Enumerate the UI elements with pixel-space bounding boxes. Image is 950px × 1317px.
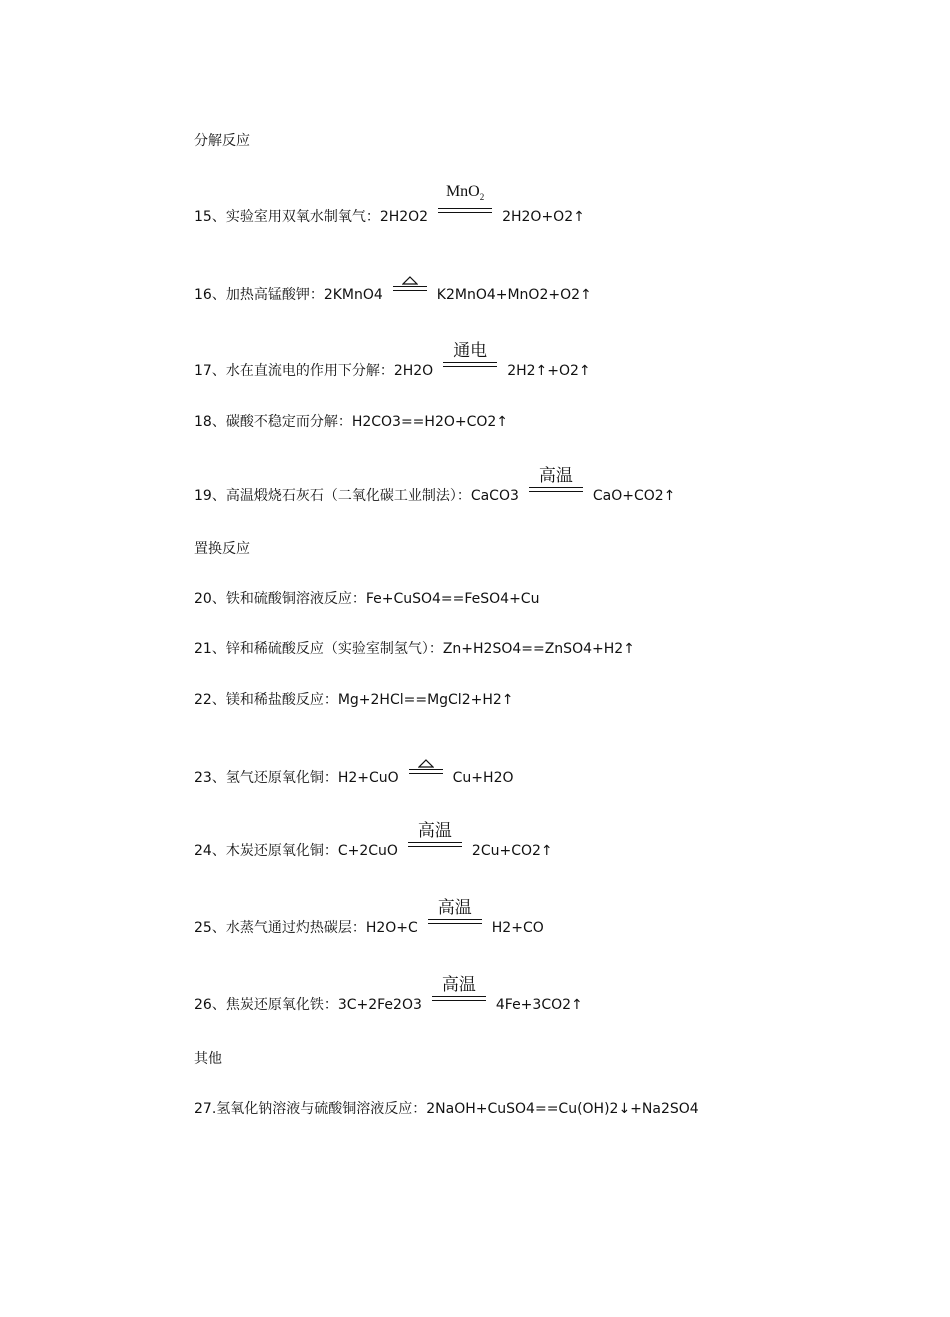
equation-23 <box>194 764 514 787</box>
equation-26-products: 4Fe+3CO2↑ <box>495 997 583 1013</box>
equation-20: 20、铁和硫酸铜溶液反应：Fe+CuSO4==FeSO4+Cu <box>194 591 540 607</box>
equation-17 <box>194 341 591 380</box>
equation-17-products: 2H2↑+O2↑ <box>507 363 591 379</box>
double-line-arrow <box>408 842 462 847</box>
section-heading-other: 其他 <box>194 1051 222 1067</box>
condition-heat <box>409 764 443 782</box>
equation-25-products: H2+CO <box>491 920 544 936</box>
equation-16-reactants: 16、加热高锰酸钾：2KMnO4 <box>194 287 383 303</box>
condition-heat <box>393 281 427 299</box>
equation-19 <box>194 466 676 505</box>
condition-label: 高温 <box>417 821 452 840</box>
condition-label: 高温 <box>538 466 573 485</box>
double-line-arrow <box>409 769 443 774</box>
double-line-arrow <box>428 919 482 924</box>
equation-22: 22、镁和稀盐酸反应：Mg+2HCl==MgCl2+H2↑ <box>194 692 514 708</box>
condition-label: 高温 <box>441 975 476 994</box>
condition-label: MnO$_2$ <box>445 182 485 202</box>
equation-26-reactants: 26、焦炭还原氧化铁：3C+2Fe2O3 <box>194 997 422 1013</box>
equation-19-reactants: 19、高温煅烧石灰石（二氧化碳工业制法）：CaCO3 <box>194 488 519 504</box>
equation-18: 18、碳酸不稳定而分解：H2CO3==H2O+CO2↑ <box>194 414 509 430</box>
equation-24-reactants: 24、木炭还原氧化铜：C+2CuO <box>194 843 398 859</box>
double-line-arrow <box>432 996 486 1001</box>
condition-high-temp <box>428 898 482 932</box>
condition-high-temp <box>432 975 486 1009</box>
section-heading-decomposition: 分解反应 <box>194 133 250 149</box>
equation-24-products: 2Cu+CO2↑ <box>471 843 553 859</box>
condition-label: 高温 <box>437 898 472 917</box>
equation-23-reactants: 23、氢气还原氧化铜：H2+CuO <box>194 770 399 786</box>
equation-25 <box>194 898 544 937</box>
equation-16 <box>194 281 592 304</box>
condition-label: 通电 <box>453 341 488 360</box>
condition-high-temp <box>408 821 462 855</box>
section-heading-displacement: 置换反应 <box>194 541 250 557</box>
equation-19-products: CaO+CO2↑ <box>592 488 676 504</box>
double-line-arrow <box>393 286 427 291</box>
equation-27: 27.氢氧化钠溶液与硫酸铜溶液反应：2NaOH+CuSO4==Cu(OH)2↓+Na2SO4 <box>194 1101 699 1117</box>
equation-26 <box>194 975 583 1014</box>
double-line-arrow <box>443 362 497 367</box>
condition-high-temp <box>529 466 583 500</box>
condition-mno2 <box>438 182 492 221</box>
equation-21: 21、锌和稀硫酸反应（实验室制氢气）：Zn+H2SO4==ZnSO4+H2↑ <box>194 641 635 657</box>
equation-17-reactants: 17、水在直流电的作用下分解：2H2O <box>194 363 434 379</box>
double-line-arrow <box>438 208 492 213</box>
equation-15 <box>194 182 585 226</box>
equation-15-products: 2H2O+O2↑ <box>502 209 585 225</box>
equation-15-reactants: 15、实验室用双氧水制氧气：2H2O2 <box>194 209 429 225</box>
condition-electrolysis <box>443 341 497 375</box>
equation-16-products: K2MnO4+MnO2+O2↑ <box>436 287 592 303</box>
double-line-arrow <box>529 487 583 492</box>
equation-24 <box>194 821 553 860</box>
equation-23-products: Cu+H2O <box>452 770 514 786</box>
equation-25-reactants: 25、水蒸气通过灼热碳层：H2O+C <box>194 920 418 936</box>
